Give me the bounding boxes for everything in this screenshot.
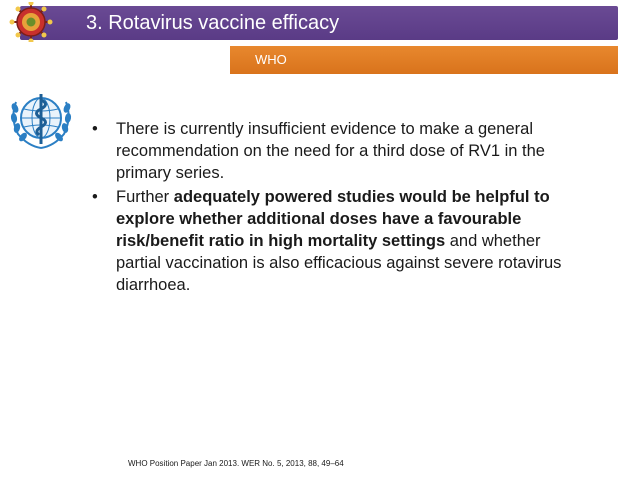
rotavirus-icon [2, 2, 60, 42]
bullet-2-conclusion: and whether partial vaccination is also efficacious against severe rotavirus diarrhoea. [116, 232, 562, 294]
bullet-item-1 [92, 118, 578, 184]
bullet-marker: • [92, 120, 98, 138]
slide-title: 3. Rotavirus vaccine efficacy [86, 12, 340, 34]
subtitle-bar [230, 46, 618, 74]
bullet-item-2 [92, 186, 578, 296]
bullet-2-intro: Further [116, 188, 174, 206]
citation-footnote: WHO Position Paper Jan 2013. WER No. 5, 2013, 88, 49–64 [128, 459, 344, 468]
bullet-list [92, 118, 578, 298]
bullet-2-emphasis: adequately powered studies would be helpful to explore whether additional doses have a favourable risk/benefit ratio in high mortality settings [116, 188, 550, 250]
title-bar [20, 6, 618, 40]
bullet-1-text: There is currently insufficient evidence to make a general recommendation on the need for a third dose of RV1 in the primary series. [116, 120, 545, 182]
subtitle-label: WHO [255, 52, 287, 67]
who-emblem-icon [6, 82, 76, 152]
bullet-marker: • [92, 188, 98, 206]
